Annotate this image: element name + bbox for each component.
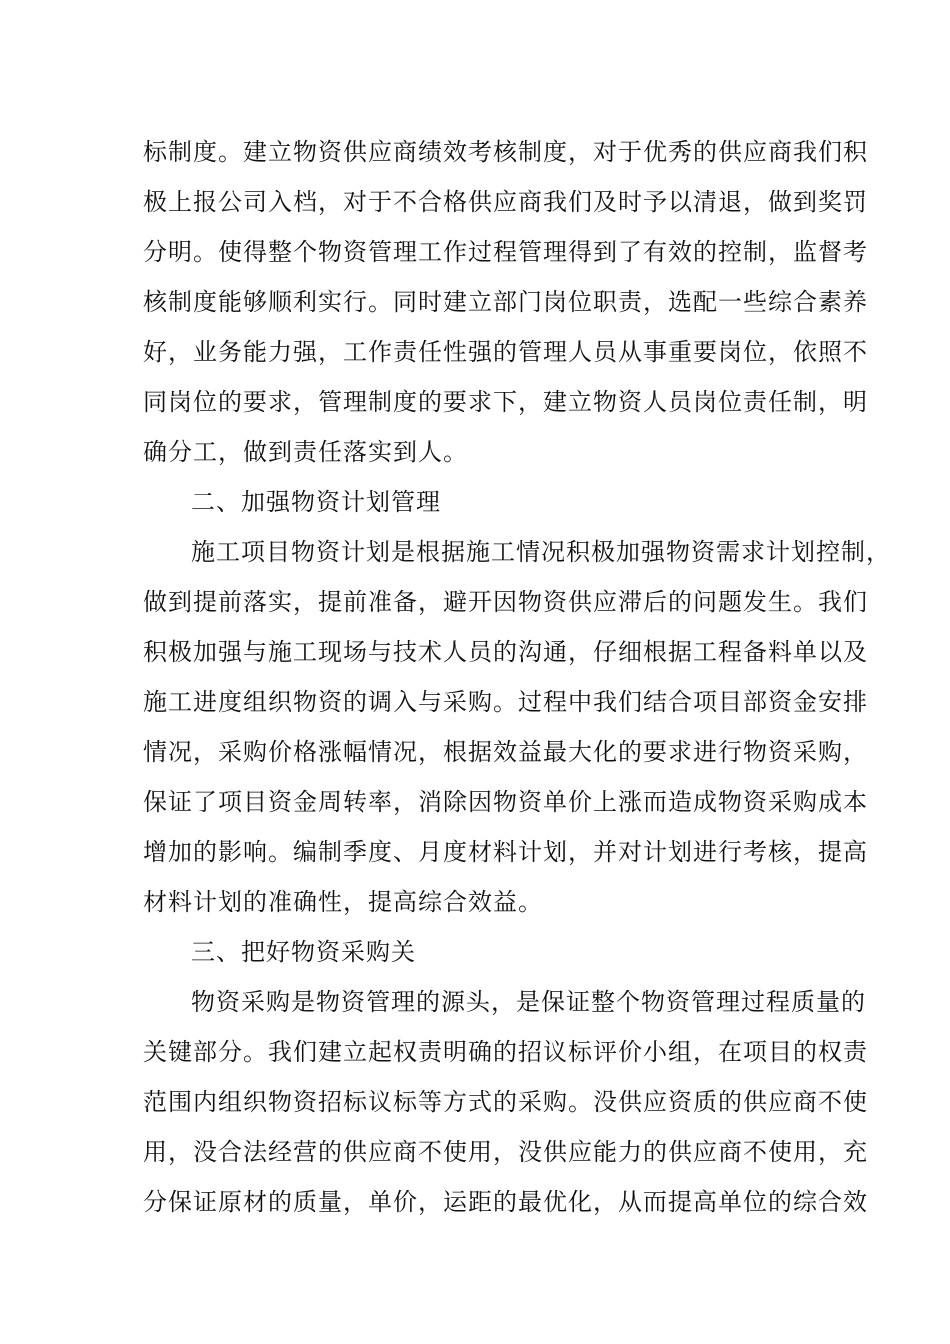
text-line: 好，业务能力强，工作责任性强的管理人员从事重要岗位，依照不: [143, 338, 868, 366]
text-line: 积极加强与施工现场与技术人员的沟通，仔细根据工程备料单以及: [143, 638, 868, 666]
text-line: 情况，采购价格涨幅情况，根据效益最大化的要求进行物资采购，: [143, 738, 868, 766]
text-line: 物资采购是物资管理的源头，是保证整个物资管理过程质量的: [191, 988, 866, 1016]
text-line: 关键部分。我们建立起权责明确的招议标评价小组，在项目的权责: [143, 1038, 868, 1066]
text-line: 标制度。建立物资供应商绩效考核制度，对于优秀的供应商我们积: [143, 138, 868, 166]
text-line: 确分工，做到责任落实到人。: [143, 438, 468, 466]
section-heading: 二、加强物资计划管理: [191, 488, 441, 516]
text-line: 增加的影响。编制季度、月度材料计划，并对计划进行考核，提高: [143, 838, 868, 866]
text-line: 分保证原材的质量，单价，运距的最优化，从而提高单位的综合效: [143, 1188, 868, 1216]
text-line: 分明。使得整个物资管理工作过程管理得到了有效的控制，监督考: [143, 238, 868, 266]
section-heading: 三、把好物资采购关: [191, 938, 416, 966]
text-line: 材料计划的准确性，提高综合效益。: [143, 888, 543, 916]
text-line: 用，没合法经营的供应商不使用，没供应能力的供应商不使用，充: [143, 1138, 868, 1166]
text-line: 施工项目物资计划是根据施工情况积极加强物资需求计划控制，: [191, 538, 891, 566]
text-line: 保证了项目资金周转率，消除因物资单价上涨而造成物资采购成本: [143, 788, 868, 816]
text-line: 施工进度组织物资的调入与采购。过程中我们结合项目部资金安排: [143, 688, 868, 716]
text-line: 范围内组织物资招标议标等方式的采购。没供应资质的供应商不使: [143, 1088, 868, 1116]
text-line: 做到提前落实，提前准备，避开因物资供应滞后的问题发生。我们: [143, 588, 868, 616]
text-line: 核制度能够顺利实行。同时建立部门岗位职责，选配一些综合素养: [143, 288, 868, 316]
text-line: 极上报公司入档，对于不合格供应商我们及时予以清退，做到奖罚: [143, 188, 868, 216]
text-line: 同岗位的要求，管理制度的要求下，建立物资人员岗位责任制，明: [143, 388, 868, 416]
